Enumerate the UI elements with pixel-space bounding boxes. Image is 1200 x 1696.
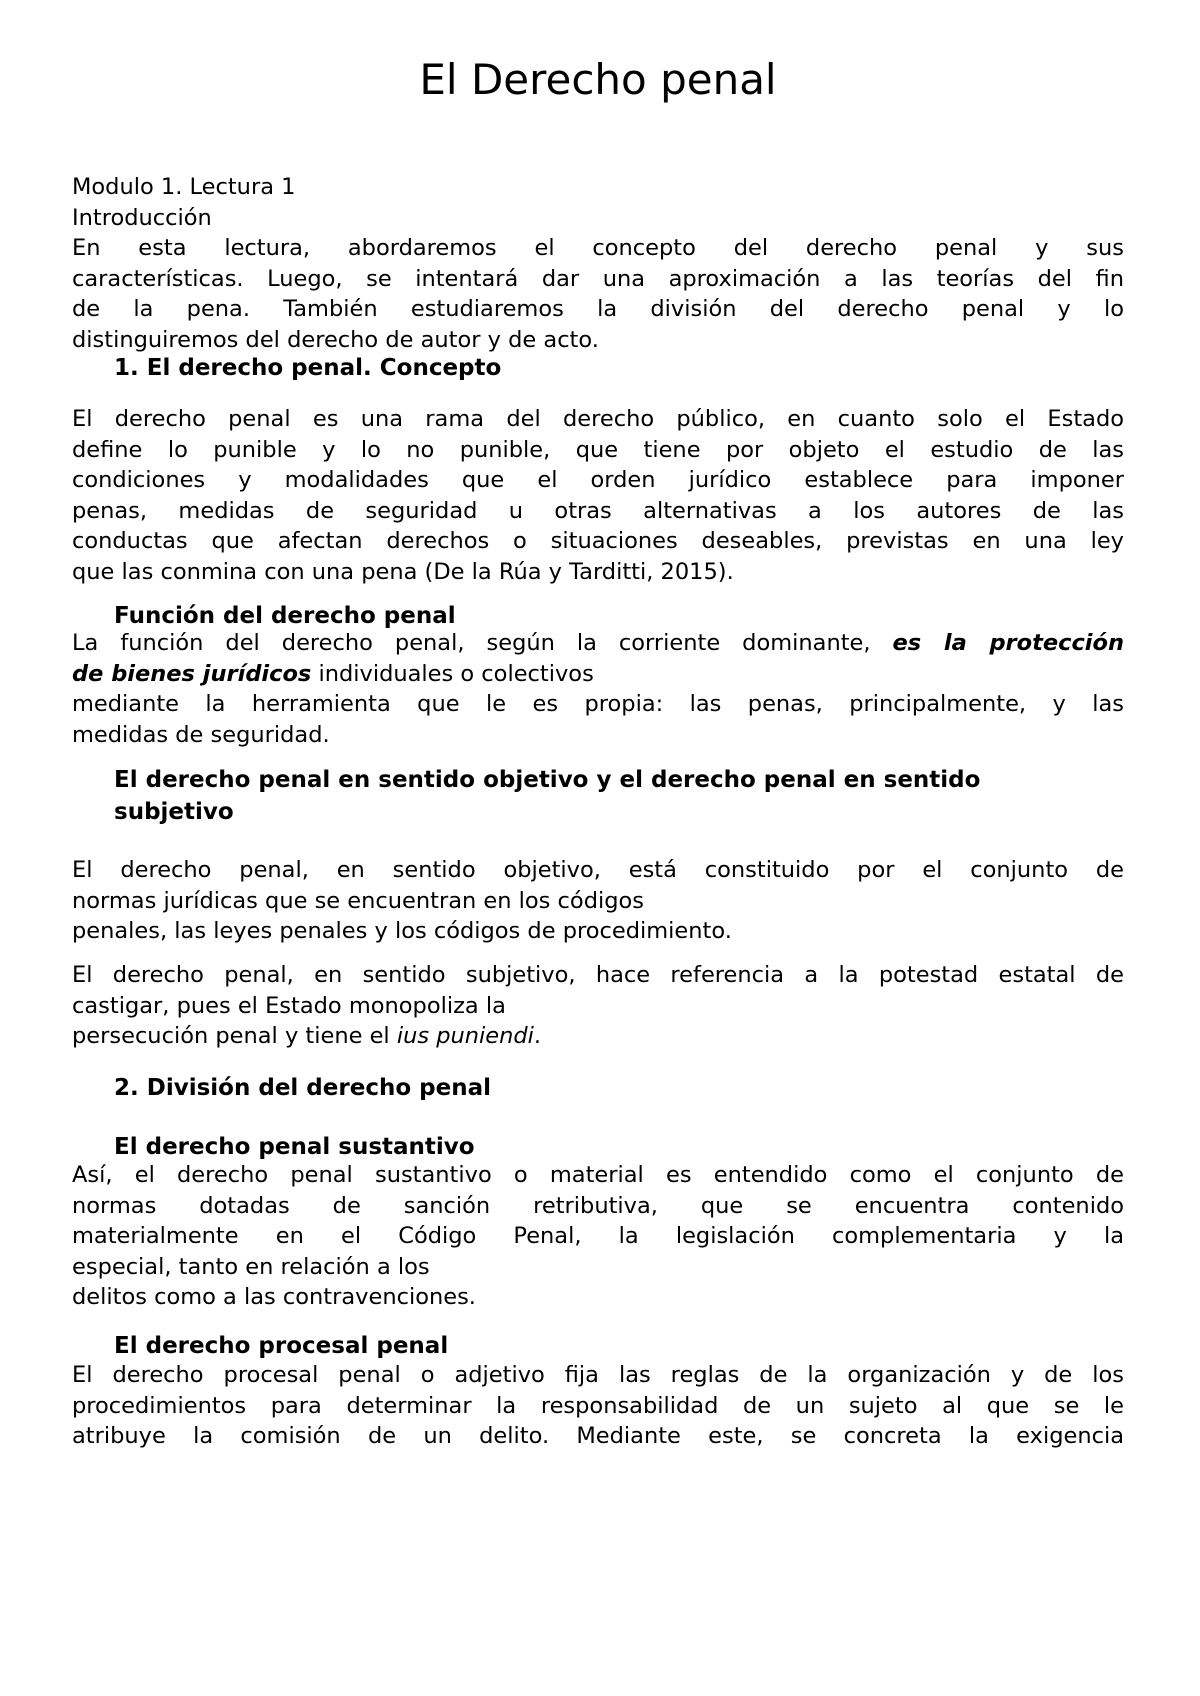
text-span: . [533,1023,542,1049]
body-line [72,628,1124,659]
text-span: La función del derecho penal, según la corriente dominante, [72,630,893,656]
body-line: conductas que afectan derechos o situaciones deseables, previstas en una ley [72,528,1124,554]
body-line: El derecho penal, en sentido objetivo, está constituido por el conjunto de [72,857,1124,883]
text-span: individuales o colectivos [311,660,594,687]
procesal-body [72,1360,1124,1452]
body-line: Así, el derecho penal sustantivo o material es entendido como el conjunto de [72,1162,1124,1188]
body-line: El derecho procesal penal o adjetivo fija las reglas de la organización y de los [72,1362,1124,1388]
funcion-body [72,628,1124,750]
emphasis-text: de bienes jurídicos [72,660,312,687]
body-line: El derecho penal, en sentido subjetivo, hace referencia a la potestad estatal de [72,962,1124,988]
section-1-body [72,404,1124,587]
intro-line: características. Luego, se intentará dar una aproximación a las teorías del fin [72,265,1124,292]
body-line: define lo punible y lo no punible, que tiene por objeto el estudio de las [72,436,1124,463]
body-line: normas dotadas de sanción retributiva, que se encuentra contenido [72,1192,1124,1219]
intro-line: distinguiremos del derecho de autor y de acto. [72,326,599,353]
section-heading: 1. El derecho penal. Concepto [114,355,502,381]
sustantivo-section [72,1131,1124,1163]
intro-heading: Introducción [72,204,212,231]
subsection-heading: Función del derecho penal [114,603,456,629]
body-line: especial, tanto en relación a los [72,1253,430,1280]
objetivo-body [72,855,1124,947]
emphasis-text: es la protección [892,630,1124,656]
heading-line: El derecho penal en sentido objetivo y el derecho penal en sentido [114,767,981,793]
body-line: penales, las leyes penales y los códigos de procedimiento. [72,918,732,944]
body-line: materialmente en el Código Penal, la legislación complementaria y la [72,1223,1124,1249]
intro-line: de la pena. También estudiaremos la división del derecho penal y lo [72,296,1124,322]
body-line: castigar, pues el Estado monopoliza la [72,992,506,1019]
body-line: procedimientos para determinar la responsabilidad de un sujeto al que se le [72,1392,1124,1419]
module-label: Modulo 1. Lectura 1 [72,174,296,200]
body-line: atribuye la comisión de un delito. Mediante este, se concreta la exigencia [72,1423,1124,1449]
body-line: penas, medidas de seguridad u otras alternativas a los autores de las [72,497,1124,524]
body-line: que las conmina con una pena (De la Rúa y Tarditti, 2015). [72,558,734,585]
text-span: persecución penal y tiene el [72,1023,397,1049]
section-2 [72,1072,1124,1104]
body-line [72,659,1124,690]
body-line: El derecho penal es una rama del derecho público, en cuanto solo el Estado [72,406,1124,432]
intro-line: En esta lectura, abordaremos el concepto del derecho penal y sus [72,235,1124,261]
sustantivo-body [72,1160,1124,1313]
body-line: delitos como a las contravenciones. [72,1284,476,1310]
subsection-heading: El derecho procesal penal [114,1333,449,1359]
body-line: normas jurídicas que se encuentran en los códigos [72,887,644,914]
section-heading: 2. División del derecho penal [114,1075,491,1101]
subjetivo-body [72,960,1124,1052]
body-line: mediante la herramienta que le es propia: las penas, principalmente, y las [72,691,1124,717]
document-title: El Derecho penal [419,55,777,104]
subsection-heading: El derecho penal sustantivo [114,1134,475,1160]
body-line: condiciones y modalidades que el orden jurídico establece para imponer [72,467,1124,493]
objetivo-subjetivo-section [72,764,1124,828]
intro-block [72,172,1124,355]
procesal-section [72,1330,1124,1362]
body-line: medidas de seguridad. [72,721,330,748]
section-1 [72,352,1124,384]
body-line [72,1021,1124,1052]
italic-text: ius puniendi [396,1023,534,1049]
heading-line: subjetivo [114,799,234,825]
subsection-heading [72,764,1124,828]
